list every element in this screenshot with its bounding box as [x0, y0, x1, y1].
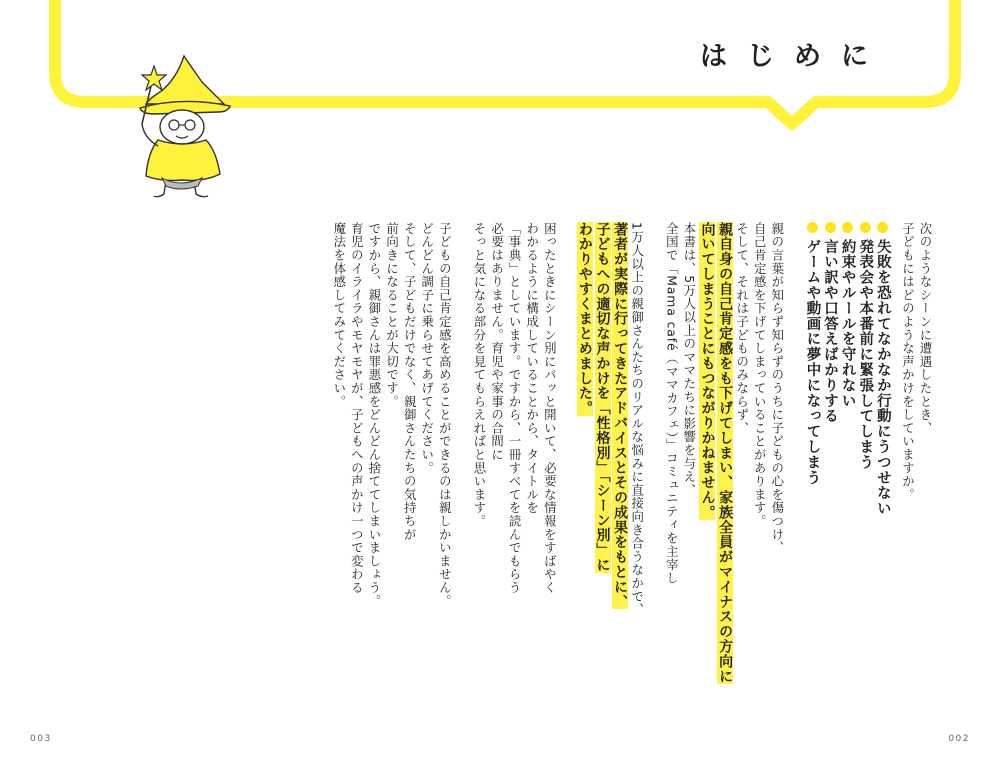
bullet-dot-icon [807, 222, 818, 233]
bullet-item: ゲームや動画に夢中になってしまう [803, 222, 821, 632]
bullet-dot-icon [825, 222, 836, 233]
paragraph-line: 本書は、5万人以上のママたちに影響を与え、 [681, 222, 697, 497]
highlight-line: 子どもへの適切な声かけを「性格別」「シーン別」に [594, 222, 611, 573]
paragraph-line: 必要はありません。育児や家事の合間に [489, 222, 505, 462]
page-number-left: 003 [30, 734, 52, 744]
paragraph-line: 育児のイライラやモヤモヤが、子どもへの声かけ一つで変わる [349, 222, 365, 595]
paragraph-line: 自己肯定感を下げてしまっていることがあります。 [752, 222, 768, 528]
paragraph-line: そして、子どもだけでなく、親御さんたちの気持ちが [402, 222, 418, 542]
page-title: はじめに [700, 41, 888, 72]
highlight-line: わかりやすくまとめました。 [576, 222, 593, 416]
paragraph-line: 子どもの自己肯定感を高めることができるのは親しかいません。 [437, 222, 453, 608]
paragraph-line: そっと気になる部分を見てもらえればと思います。 [471, 222, 487, 528]
bullet-dot-icon [877, 222, 888, 233]
paragraph-line: 前向きになることが大切です。 [384, 222, 400, 409]
wizard-illustration [132, 52, 238, 204]
intro-line: 次のようなシーンに遭遇したとき、 [918, 222, 933, 435]
highlight-line: 親自身の自己肯定感をも下げてしまい、家族全員がマイナスの方向に [717, 222, 734, 684]
highlight-line: 著者が実際に行ってきたアドバイスとその成果をもとに、 [612, 222, 629, 610]
bullet-item: 約束やルールを守れない [838, 222, 856, 632]
paragraph-line: 全国で「Mama café（ママカフェ）」コミュニティを主宰し [664, 222, 680, 585]
paragraph-line: 親の言葉が知らず知らずのうちに子どもの心を傷つけ、 [769, 222, 785, 555]
page-number-right: 002 [948, 734, 970, 744]
paragraph-line: 魔法を体感してみてください。 [331, 222, 347, 409]
body-text [210, 222, 934, 684]
intro-line: 子どもにはどのような声かけをしていますか。 [900, 222, 916, 502]
bullet-item: 発表会や本番前に緊張してしまう [856, 222, 874, 632]
paragraph-line: わかるように構成していることから、タイトルを [524, 222, 540, 515]
paragraph-line: 1万人以上の親御さんたちのリアルな悩みに直接向き合うなかで、 [629, 222, 645, 617]
paragraph-line: 困ったときにシーン別にパッと開いて、必要な情報をすばやく [542, 222, 558, 595]
paragraph-line: そして、それは子どものみならず、 [734, 222, 750, 435]
bullet-dot-icon [860, 222, 871, 233]
bullet-item: 失敗を恐れてなかなか行動にうつせない [873, 222, 891, 632]
paragraph-line: 「事典」としています。ですから、一冊すべてを読んでもらう [507, 222, 523, 595]
paragraph-line: どんどん調子に乗らせてあげてください。 [419, 222, 435, 475]
bullet-dot-icon [842, 222, 853, 233]
highlight-line: 向いてしまうことにもつながりかねません。 [699, 222, 716, 520]
bullet-item: 言い訳や口答えばかりする [820, 222, 838, 632]
paragraph-line: ですから、親御さんは罪悪感をどんどん捨ててしまいましょう。 [366, 222, 382, 608]
